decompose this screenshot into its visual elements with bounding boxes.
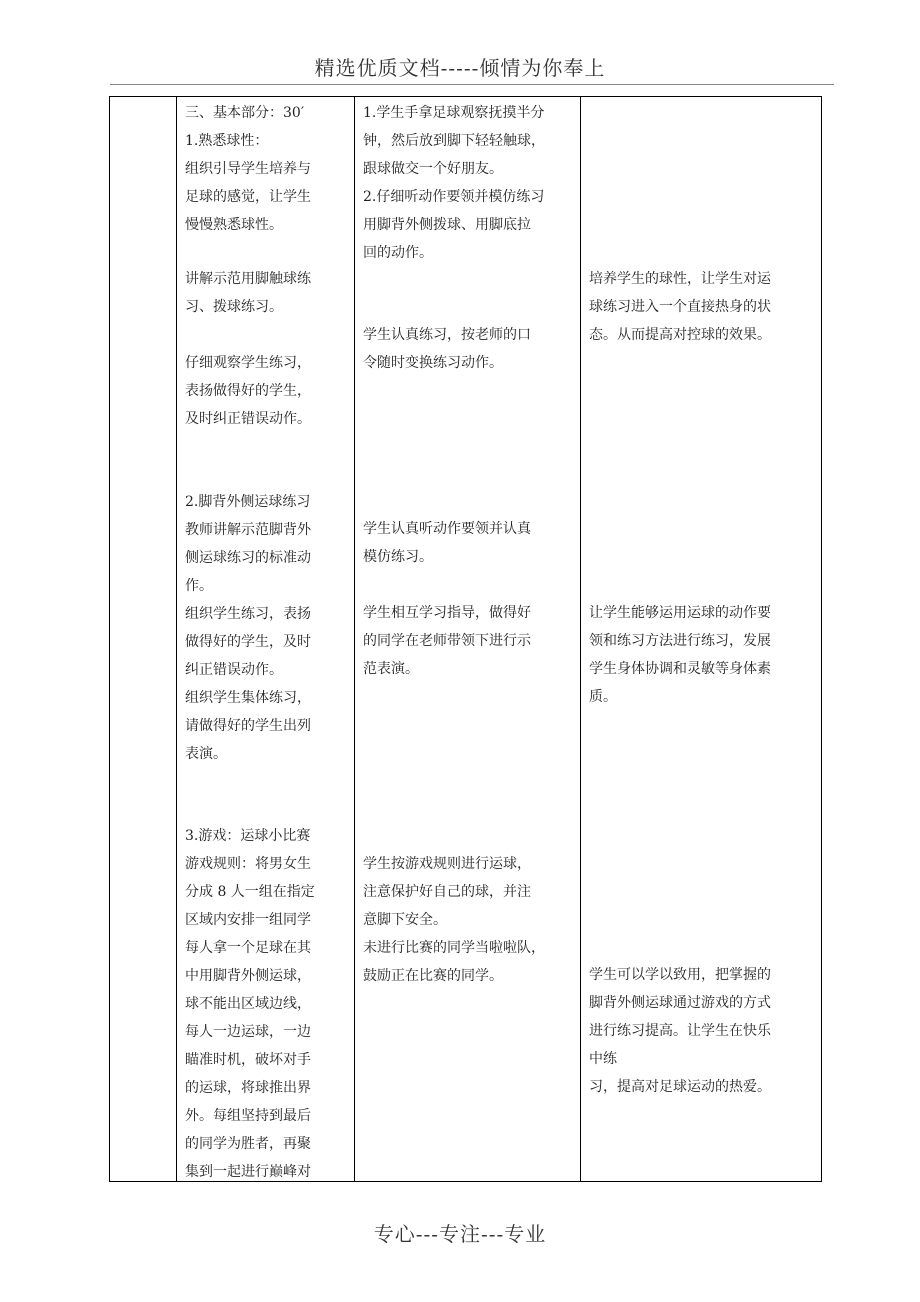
method-demo-touch-practice: 讲解示范用脚触球练 习、拨球练习。 xyxy=(185,271,311,315)
purpose-game-application: 学生可以学以致用，把掌握的 脚背外侧运球通过游戏的方式 进行练习提高。让学生在快乐 中练 习，提高对足球运动的热爱。 xyxy=(589,967,771,1095)
page-footer: 专心---专注---专业 xyxy=(373,1222,547,1246)
page-header-title: 精选优质文档-----倾情为你奉上 xyxy=(314,56,606,80)
purpose-ball-feel: 培养学生的球性，让学生对运 球练习进入一个直接热身的状 态。从而提高对控球的效果。 xyxy=(589,271,771,343)
student-game-play: 学生按游戏规则进行运球， 注意保护好自己的球，并注 意脚下安全。 未进行比赛的同学当啦啦队， 鼓励正在比赛的同学。 xyxy=(363,856,545,984)
method-game-rules: 3.游戏：运球小比赛 游戏规则：将男女生 分成 8 人一组在指定 区域内安排一组同学 每人拿一个足球在其 中用脚背外侧运球， 球不能出区域边线， 每人一边运球，一边 瞄准时机，破坏对手 的运球，将球推出界 外。每组坚持到最后 的同学为胜者，再聚 集到一起进行巅峰对 xyxy=(185,828,315,1180)
student-touch-ball: 1.学生手拿足球观察抚摸半分 钟，然后放到脚下轻轻触球， 跟球做交一个好朋友。 2.仔细听动作要领并模仿练习 用脚背外侧拨球、用脚底拉 回的动作。 xyxy=(363,105,545,261)
student-imitate-practice: 学生认真听动作要领并认真 模仿练习。 xyxy=(363,521,531,565)
table-column-section xyxy=(110,97,177,1181)
purpose-dribble-skills: 让学生能够运用运球的动作要 领和练习方法进行练习，发展 学生身体协调和灵敏等身体素 质。 xyxy=(589,605,771,705)
method-outside-foot-dribble: 2.脚背外侧运球练习 教师讲解示范脚背外 侧运球练习的标准动 作。 组织学生练习，表扬 做得好的学生，及时 纠正错误动作。 组织学生集体练习， 请做得好的学生出列 表演。 xyxy=(185,494,311,762)
table-column-purpose xyxy=(581,97,821,1181)
student-follow-commands: 学生认真练习，按老师的口 令随时变换练习动作。 xyxy=(363,327,531,371)
student-peer-demo: 学生相互学习指导，做得好 的同学在老师带领下进行示 范表演。 xyxy=(363,605,531,677)
table-column-teaching-method xyxy=(177,97,355,1181)
header-divider xyxy=(110,84,834,85)
table-column-student-activity xyxy=(355,97,581,1181)
method-basic-part-ball-feel: 三、基本部分：30′ 1.熟悉球性： 组织引导学生培养与 足球的感觉，让学生 慢慢熟悉球性。 xyxy=(185,105,311,233)
lesson-plan-table xyxy=(109,96,822,1182)
method-observe-correct: 仔细观察学生练习， 表扬做得好的学生， 及时纠正错误动作。 xyxy=(185,355,311,427)
